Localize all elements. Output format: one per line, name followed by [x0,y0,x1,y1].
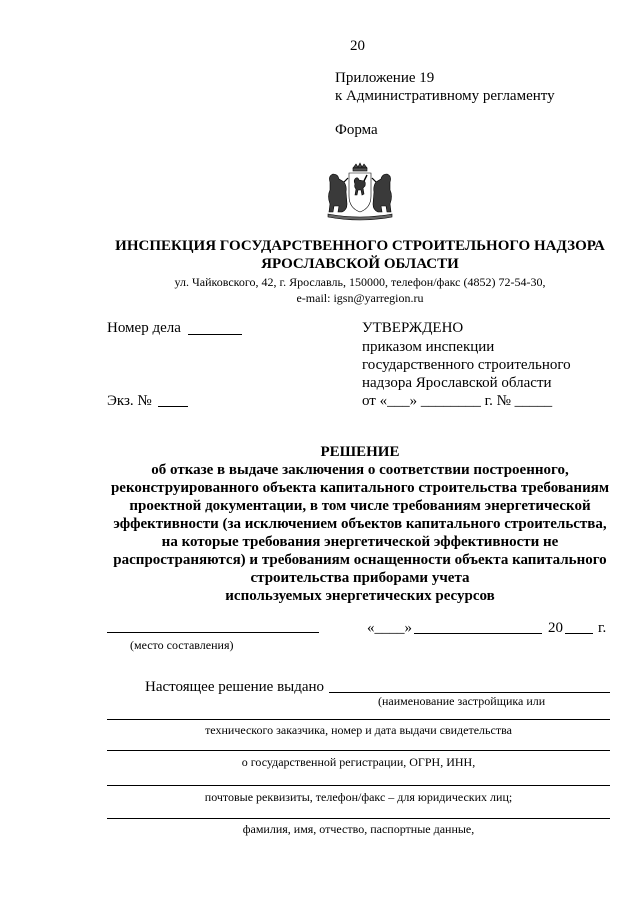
case-number-label: Номер дела [107,320,181,336]
caption-customer-certificate: технического заказчика, номер и дата выдачи свидетельства [205,723,512,737]
date-year-suffix: г. [598,620,607,636]
approved-line2: приказом инспекции [362,339,495,355]
place-caption: (место составления) [130,638,234,652]
approved-line5: от «___» ________ г. № _____ [362,393,553,409]
approved-line3: государственного строительного [362,357,571,373]
case-number-field[interactable] [188,334,242,335]
applicant-details-field[interactable] [107,750,610,751]
decision-subject-line: распространяются) и требованиям оснащенности объекта капитального [113,552,607,568]
applicant-details-field[interactable] [107,719,610,720]
decision-subject-line: реконструированного объекта капитального строительства требованиям [110,480,610,496]
date-year-prefix: 20 [548,620,563,636]
decision-subject-line: используемых энергетических ресурсов [225,588,495,604]
org-name-line2: ЯРОСЛАВСКОЙ ОБЛАСТИ [261,256,459,272]
decision-subject-line: проектной документации, в том числе требованиям энергетической [129,498,591,514]
approved-heading: УТВЕРЖДЕНО [362,320,464,336]
decision-subject-line: строительства приборами учета [250,570,470,586]
copy-number-field[interactable] [158,406,188,407]
decision-subject-line: эффективности (за исключением объектов капитального строительства, [113,516,607,532]
page-number: 20 [350,38,365,54]
approved-line4: надзора Ярославской области [362,375,552,391]
date-year-field[interactable] [565,633,593,634]
caption-postal-details: почтовые реквизиты, телефон/факс – для юридических лиц; [204,790,513,804]
org-address: ул. Чайковского, 42, г. Ярославль, 150000, телефон/факс (4852) 72-54-30, [174,275,546,289]
decision-title: РЕШЕНИЕ [320,444,400,460]
form-label: Форма [335,122,378,138]
place-field[interactable] [107,632,319,633]
caption-applicant-name: (наименование застройщика или [378,694,546,708]
date-day-open: «____» [367,620,412,636]
caption-personal-data: фамилия, имя, отчество, паспортные данные, [242,822,475,836]
decision-subject-line: на которые требования энергетической эффективности не [161,534,559,550]
appendix-line2: к Административному регламенту [335,88,555,104]
decision-subject-line: об отказе в выдаче заключения о соответствии построенного, [151,462,569,478]
issued-to-label: Настоящее решение выдано [145,679,325,695]
applicant-details-field[interactable] [107,785,610,786]
org-name-line1: ИНСПЕКЦИЯ ГОСУДАРСТВЕННОГО СТРОИТЕЛЬНОГО НАДЗОРА [115,238,605,254]
date-month-field[interactable] [414,633,542,634]
appendix-line1: Приложение 19 [335,70,435,86]
org-email: e-mail: igsn@yarregion.ru [296,291,424,305]
caption-registration: о государственной регистрации, ОГРН, ИНН, [241,755,476,769]
coat-of-arms-emblem [320,162,400,222]
applicant-details-field[interactable] [107,818,610,819]
copy-number-label: Экз. № [107,393,152,409]
